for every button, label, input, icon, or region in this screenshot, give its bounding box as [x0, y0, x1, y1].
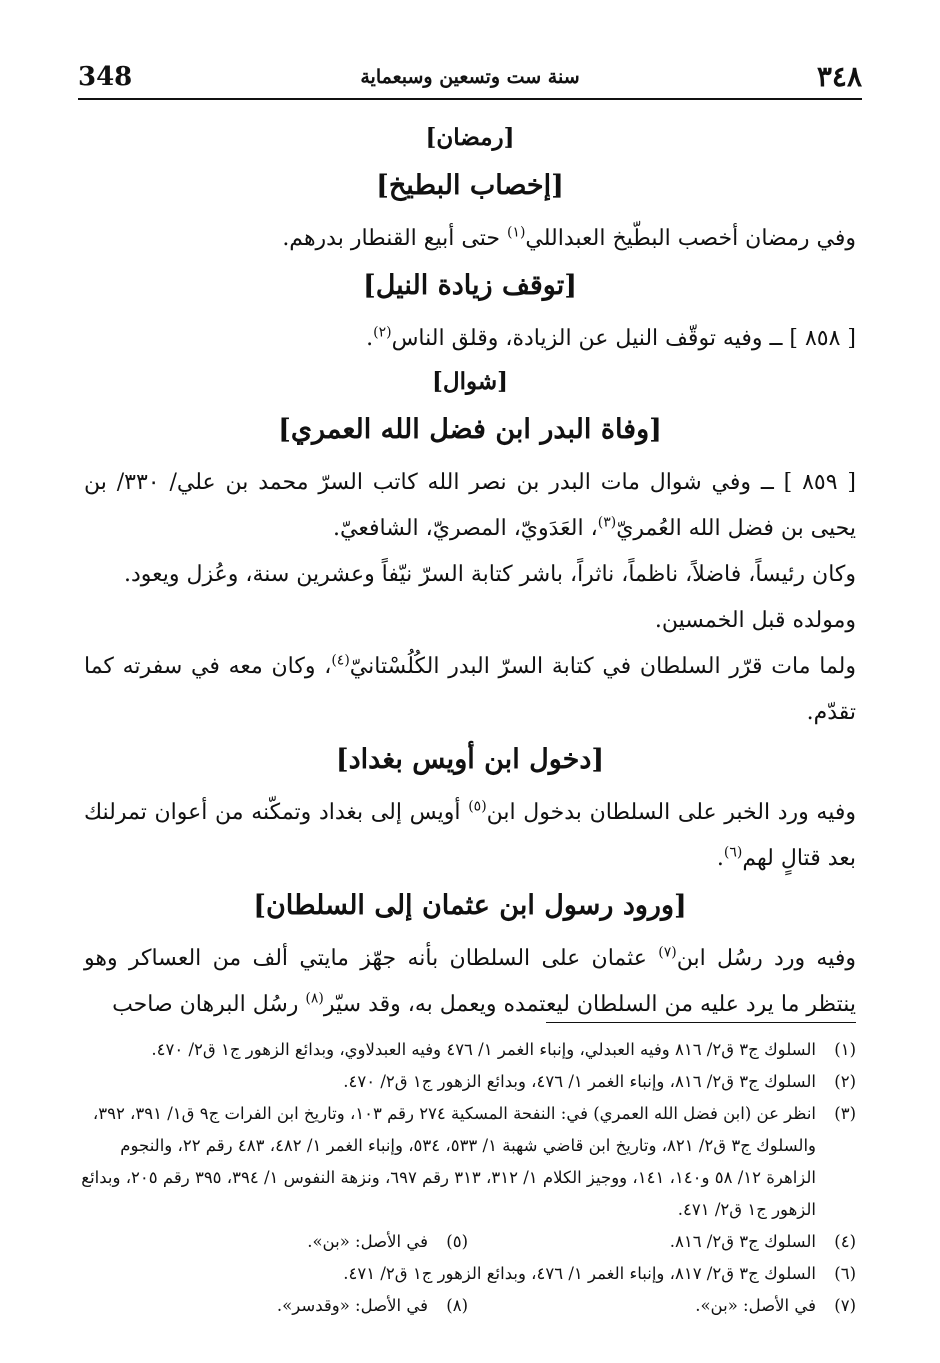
paragraph-1-text-a: وفي رمضان أخصب البطّيخ العبداللي — [525, 226, 856, 251]
footnote-1 — [80, 1034, 856, 1066]
footnotes — [80, 1034, 856, 1322]
footnote-number: (١) — [834, 1040, 856, 1059]
footnote-ref-5: (٥) — [468, 798, 487, 815]
heading-shawwal: [شوال] — [431, 368, 509, 395]
footnote-ref-8: (٨) — [305, 990, 324, 1007]
footnote-2 — [80, 1066, 856, 1098]
footnote-number: (٢) — [834, 1072, 856, 1091]
heading-ikhsab: [إخصاب البطيخ] — [376, 170, 564, 201]
footnote-4 — [468, 1226, 856, 1258]
paragraph-6-text-b: ، وكان معه في سفرته كما تقدّم. — [84, 654, 856, 725]
footnote-text: السلوك ج٣ ق٢/ ٨١٦ وفيه العبدلي، وإنباء الغمر ١/ ٤٧٦ وفيه العبدلاوي، وبدائع الزهور ج١ ق٢/ ٤٧٠. — [151, 1040, 816, 1059]
paragraph-7-text-b: أويس إلى بغداد وتمكّنه من أعوان تمرلنك بعد قتالٍ لهم — [84, 800, 856, 871]
footnote-7 — [468, 1290, 856, 1322]
footnote-row-4-5 — [80, 1226, 856, 1258]
footnote-ref-1: (١) — [506, 224, 526, 241]
footnote-number: (٣) — [834, 1104, 856, 1123]
footnote-rule — [546, 1022, 856, 1023]
paragraph-6 — [84, 644, 856, 736]
footnote-text: في الأصل: «وقدسر». — [276, 1296, 428, 1315]
header-rule — [78, 98, 862, 100]
paragraph-859 — [84, 460, 856, 552]
footnote-5 — [80, 1226, 468, 1258]
footnote-3 — [80, 1098, 856, 1226]
paragraph-7 — [84, 790, 856, 882]
paragraph-7-text-c: . — [716, 846, 724, 871]
footnote-ref-3: (٣) — [597, 514, 617, 531]
heading-wafat: [وفاة البدر ابن فضل الله العمري] — [278, 414, 662, 445]
footnote-number: (٥) — [446, 1232, 468, 1251]
footnote-number: (٦) — [834, 1264, 856, 1283]
paragraph-8-text-a: وفيه ورد رسُل ابن — [676, 946, 856, 971]
paragraph-1-text-b: حتى أبيع القنطار بدرهم. — [282, 226, 507, 251]
paragraph-8-text-c: رسُل البرهان صاحب — [112, 992, 306, 1017]
paragraph-7-text-a: وفيه ورد الخبر على السلطان بدخول ابن — [486, 800, 856, 825]
footnote-number: (٤) — [834, 1232, 856, 1251]
paragraph-8 — [84, 936, 856, 1028]
footnote-text: في الأصل: «بن». — [307, 1232, 428, 1251]
paragraph-4: وكان رئيساً، فاضلاً، ناظماً، ناثراً، باشر كتابة السرّ نيّفاً وعشرين سنة، وعُزل ويعود. — [123, 562, 856, 587]
footnote-ref-7: (٧) — [658, 944, 677, 961]
paragraph-858 — [84, 316, 856, 362]
paragraph-5: ومولده قبل الخمسين. — [654, 608, 856, 633]
paragraph-8-text-b: عثمان على السلطان بأنه جهّز مايتي ألف من العساكر وهو ينتظر ما يرد عليه من السلطان ليعتمده ويعمل به، وقد سيّر — [84, 946, 856, 1017]
paragraph-1 — [84, 216, 856, 262]
page-number-latin: 348 — [78, 62, 133, 92]
footnote-text: في الأصل: «بن». — [695, 1296, 816, 1315]
paragraph-858-text-a: [ ٨٥٨ ] ــ وفيه توقّف النيل عن الزيادة، وقلق الناس — [391, 326, 856, 351]
footnote-8 — [80, 1290, 468, 1322]
heading-wurud: [ورود رسول ابن عثمان إلى السلطان] — [253, 890, 687, 921]
heading-ramadan: [رمضان] — [425, 124, 515, 151]
paragraph-859-text-a: [ ٨٥٩ ] ــ وفي شوال مات البدر بن نصر الله كاتب السرّ محمد بن علي/ ٣٣٠/ بن يحيى بن فضل الله العُمريّ — [84, 470, 857, 541]
running-title: سنة ست وتسعين وسبعماية — [360, 66, 580, 88]
footnote-text: السلوك ج٣ ق٢/ ٨١٦. — [669, 1232, 816, 1251]
paragraph-858-text-b: . — [366, 326, 374, 351]
footnote-number: (٨) — [446, 1296, 468, 1315]
heading-nil: [توقف زيادة النيل] — [362, 270, 578, 301]
main-text — [84, 118, 856, 1028]
footnote-number: (٧) — [834, 1296, 856, 1315]
footnote-ref-6: (٦) — [723, 844, 743, 861]
heading-dukhul: [دخول ابن أويس بغداد] — [335, 744, 605, 775]
paragraph-859-text-b: ، العَدَويّ، المصريّ، الشافعيّ. — [333, 516, 598, 541]
paragraph-6-text-a: ولما مات قرّر السلطان في كتابة السرّ البدر الكُلُسْتانيّ — [349, 654, 856, 679]
page-header — [78, 52, 862, 100]
footnote-text: السلوك ج٣ ق٢/ ٨١٧، وإنباء الغمر ١/ ٤٧٦، وبدائع الزهور ج١ ق٢/ ٤٧١. — [343, 1264, 816, 1283]
footnote-ref-2: (٢) — [373, 324, 392, 341]
page-number-arabic: ٣٤٨ — [816, 60, 862, 93]
footnote-ref-4: (٤) — [331, 652, 350, 669]
footnote-text: انظر عن (ابن فضل الله العمري) في: النفحة المسكية ٢٧٤ رقم ١٠٣، وتاريخ ابن الفرات ج٩ ق١/ ٣٩١، ٣٩٢، والسلوك ج٣ ق٢/ ٨٢١، وتاريخ ابن قاضي شهبة ١/ ٥٣٣، ٥٣٤، وإنباء الغمر ١/ ٤٨٢، ٤٨٣ رقم ٢٢، والنجوم الزاهرة ١٢/ ٥٨ و١٤٠، ١٤١، ووجيز الكلام ١/ ٣١٢، ٣١٣ رقم ٦٩٧، ونزهة النفوس ١/ ٣٩٤، ٣٩٥ رقم ٢٠٥، وبدائع الزهور ج١ ق٢/ ٤٧١. — [81, 1104, 816, 1219]
footnote-text: السلوك ج٣ ق٢/ ٨١٦، وإنباء الغمر ١/ ٤٧٦، وبدائع الزهور ج١ ق٢/ ٤٧٠. — [343, 1072, 816, 1091]
footnote-6 — [80, 1258, 856, 1290]
footnote-row-7-8 — [80, 1290, 856, 1322]
